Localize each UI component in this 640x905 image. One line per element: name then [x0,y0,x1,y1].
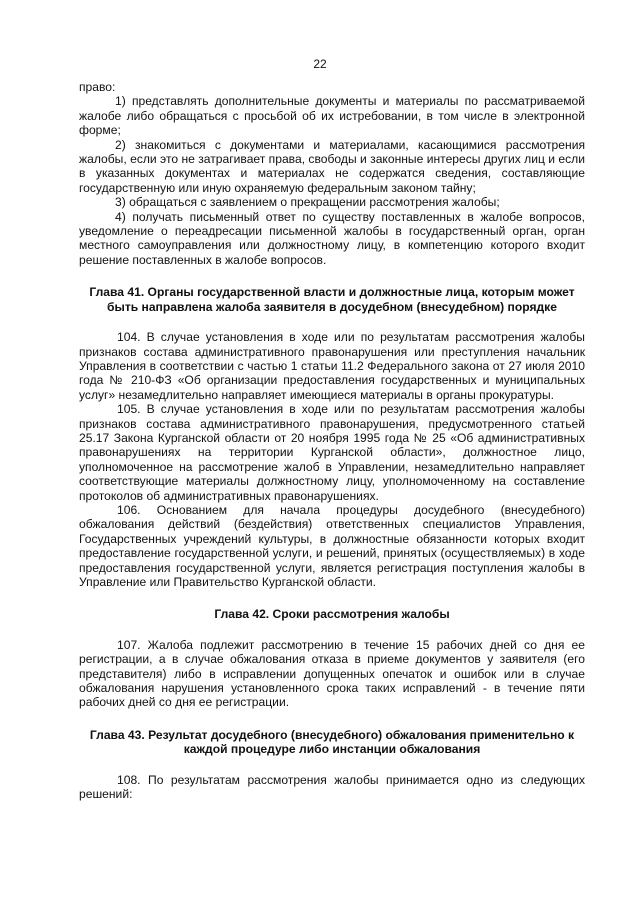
document-body [79,80,585,801]
chapter-42-heading: Глава 42. Сроки рассмотрения жалобы [214,607,450,622]
rights-intro: право: [79,80,116,94]
paragraph-105: 105. В случае установления в ходе или по результатам рассмотрения жалобы признаков состава административного правонарушения, предусмотренного статьей 25.17 Закона Курганской области от 20 ноября 1995 года № 25 «Об административных правонарушениях на территории Курганской области», должностное лицо, уполномоченное на рассмотрение жалоб в Управлении, незамедлительно направляет соответствующие материалы должностному лицу, уполномоченному на составление протоколов об административных правонарушениях. [79,402,585,503]
page-number: 22 [313,57,327,71]
paragraph-106: 106. Основанием для начала процедуры досудебного (внесудебного) обжалования действий (бездействия) ответственных специалистов Управления, Государственных учреждений культуры, в должностные обязанности которых входит предоставление государственной услуги, и решений, принятых (осуществляемых) в ходе предоставления государственной услуги, является регистрация поступления жалобы в Управление или Правительство Курганской области. [79,502,585,589]
spacer [79,267,585,285]
right-item-4: 4) получать письменный ответ по существу поставленных в жалобе вопросов, уведомление о переадресации письменной жалобы в государственный орган, орган местного самоуправления или должностному лицу, в компетенцию которого входит решение поставленных в жалобе вопросов. [79,209,585,267]
spacer [79,622,585,638]
chapter-41-heading: Глава 41. Органы государственной власти и должностные лица, которым может быть направлена жалоба заявителя в досудебном (внесудебном) порядке [89,285,575,314]
chapter-43-heading: Глава 43. Результат досудебного (внесудебного) обжалования применительно к каждой процедуре либо инстанции обжалования [89,727,575,757]
paragraph-108: 108. По результатам рассмотрения жалобы принимается одно из следующих решений: [79,772,585,802]
paragraph-104: 104. В случае установления в ходе или по результатам рассмотрения жалобы признаков состава административного правонарушения или преступления начальник Управления в соответствии с частью 1 статьи 11.2 Федерального закона от 27 июля 2010 года № 210-ФЗ «Об организации предоставления государственных и муниципальных услуг» незамедлительно направляет имеющиеся материалы в органы прокуратуры. [79,330,585,402]
right-item-3: 3) обращаться с заявлением о прекращении рассмотрения жалобы; [115,195,500,210]
right-item-2: 2) знакомиться с документами и материалами, касающимися рассмотрения жалобы, если это не затрагивает права, свободы и законные интересы других лиц и если в указанных документах и материалах не содержатся сведения, составляющие государственную или иную охраняемую федеральным законом тайну; [79,137,585,195]
spacer [79,314,585,330]
spacer [79,710,585,728]
spacer [79,589,585,607]
right-item-1: 1) представлять дополнительные документы и материалы по рассматриваемой жалобе либо обращаться с просьбой об их истребовании, в том числе в электронной форме; [79,94,585,138]
spacer [79,757,585,773]
paragraph-107: 107. Жалоба подлежит рассмотрению в течение 15 рабочих дней со дня ее регистрации, а в случае обжалования отказа в приеме документов у заявителя (его представителя) либо в исправлении допущенных опечаток и ошибок или в случае обжалования нарушения установленного срока таких исправлений - в течение пяти рабочих дней со дня ее регистрации. [79,637,585,710]
